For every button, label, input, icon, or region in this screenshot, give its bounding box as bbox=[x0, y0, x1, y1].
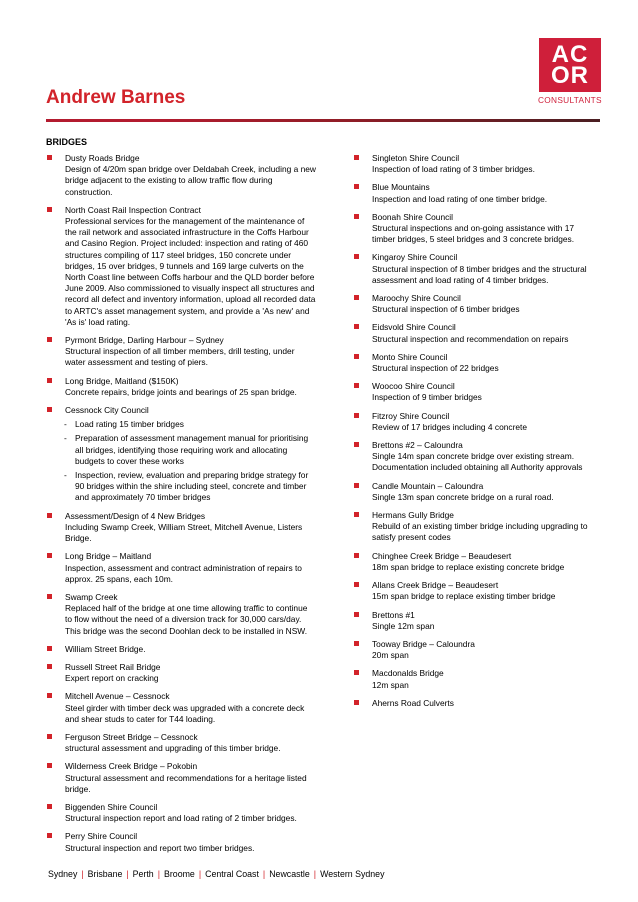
item-description: 20m span bbox=[372, 650, 409, 661]
dash-icon: - bbox=[64, 419, 67, 430]
footer-location: Broome bbox=[164, 869, 195, 879]
sub-list-item bbox=[65, 419, 316, 430]
item-title: Swamp Creek bbox=[65, 591, 118, 602]
item-title: Hermans Gully Bridge bbox=[372, 510, 454, 521]
item-title: Aherns Road Culverts bbox=[372, 697, 454, 708]
item-title: Candle Mountain – Caloundra bbox=[372, 480, 484, 491]
footer-separator: | bbox=[126, 869, 129, 879]
list-item bbox=[353, 580, 593, 602]
section-title: BRIDGES bbox=[46, 137, 88, 147]
item-description: Structural inspection of 6 timber bridges bbox=[372, 304, 520, 315]
bullet-icon bbox=[354, 324, 359, 329]
bullet-icon bbox=[47, 378, 52, 383]
bullet-icon bbox=[47, 833, 52, 838]
item-description: Replaced half of the bridge at one time allowing traffic to continue to flow without the need of a diversion track for 30,000 cars/day. This bridge was the second Doohlan deck to be installed in NSW. bbox=[65, 603, 308, 636]
item-title: Eidsvold Shire Council bbox=[372, 322, 456, 333]
sub-item-text: Inspection, review, evaluation and preparing bridge strategy for 90 bridges within the shire including steel, concrete and timber and approximately 70 timber bridges bbox=[75, 470, 309, 503]
item-title: Macdonalds Bridge bbox=[372, 668, 444, 679]
list-item bbox=[353, 322, 593, 344]
item-description: Steel girder with timber deck was upgraded with a concrete deck and shear studs to cater for T44 loading. bbox=[65, 702, 305, 724]
list-item bbox=[353, 698, 593, 709]
dash-icon: - bbox=[64, 470, 67, 481]
footer-separator: | bbox=[262, 869, 266, 879]
list-item bbox=[353, 411, 593, 433]
bullet-icon bbox=[47, 155, 52, 160]
item-title: Maroochy Shire Council bbox=[372, 293, 461, 304]
item-description: structural assessment and upgrading of this timber bridge. bbox=[65, 743, 281, 754]
bullet-icon bbox=[354, 553, 359, 558]
item-title: Perry Shire Council bbox=[65, 831, 138, 842]
logo-subtitle: CONSULTANTS bbox=[538, 95, 602, 105]
footer-location: Central Coast bbox=[205, 869, 259, 879]
footer-location: Sydney bbox=[48, 869, 78, 879]
item-description: Single 14m span concrete bridge over existing stream. Documentation included obtaining all Authority approvals bbox=[372, 451, 583, 473]
bullet-icon bbox=[47, 337, 52, 342]
list-item bbox=[46, 761, 316, 795]
bullet-icon bbox=[354, 354, 359, 359]
item-title: Boonah Shire Council bbox=[372, 211, 454, 222]
item-title: Blue Mountains bbox=[372, 182, 430, 193]
list-item bbox=[46, 644, 316, 655]
list-item bbox=[353, 551, 593, 573]
bullet-icon bbox=[354, 155, 359, 160]
list-item bbox=[46, 205, 316, 328]
bullet-icon bbox=[354, 512, 359, 517]
item-title: Assessment/Design of 4 New Bridges bbox=[65, 510, 206, 521]
header-rule bbox=[46, 119, 600, 122]
item-title: North Coast Rail Inspection Contract bbox=[65, 204, 201, 215]
list-item bbox=[46, 831, 316, 853]
list-item bbox=[353, 352, 593, 374]
list-item bbox=[46, 153, 316, 198]
item-title: William Street Bridge. bbox=[65, 643, 146, 654]
item-description: Inspection and load rating of one timber bridge. bbox=[372, 193, 548, 204]
item-title: Monto Shire Council bbox=[372, 351, 448, 362]
list-item bbox=[46, 405, 316, 504]
item-description: Structural inspection and recommendation on repairs bbox=[372, 333, 569, 344]
item-description: Design of 4/20m span bridge over Deldabah Creek, including a new bridge adjacent to the existing to allow traffic flow during construction. bbox=[65, 164, 316, 197]
list-item bbox=[353, 610, 593, 632]
dash-icon: - bbox=[64, 433, 67, 444]
footer-locations bbox=[48, 869, 384, 879]
bullet-icon bbox=[354, 442, 359, 447]
list-item bbox=[46, 802, 316, 824]
item-description: 15m span bridge to replace existing timber bridge bbox=[372, 591, 556, 602]
item-title: Allans Creek Bridge – Beaudesert bbox=[372, 580, 499, 591]
list-item bbox=[353, 668, 593, 690]
item-title: Chinghee Creek Bridge – Beaudesert bbox=[372, 550, 512, 561]
item-description: Structural inspections and on-going assistance with 17 timber bridges, 5 steel bridges and 3 concrete bridges. bbox=[372, 223, 575, 245]
list-item bbox=[353, 510, 593, 544]
sub-item-text: Load rating 15 timber bridges bbox=[75, 419, 184, 430]
logo-line-2: OR bbox=[551, 62, 589, 89]
list-item bbox=[353, 381, 593, 403]
bullet-icon bbox=[47, 553, 52, 558]
item-description: Professional services for the management of the maintenance of the rail network and associated infrastructure in the Coffs Harbour and Casino Region. Project included: inspection and rating of 460 structures compiling of 117 steel bridges, 150 concrete under bridges, 15 over bridges, 9 tunnels and 169 large culverts on the North Coast line between Coffs harbour and the QLD border before June 2009. Also commissioned to visually inspect all structures and record all defect and inventory information, upload all recorded data to ARTC's asset management system, and provide a 'As new' and 'As is' load rating. bbox=[65, 216, 316, 327]
item-title: Kingaroy Shire Council bbox=[372, 252, 458, 263]
item-description: Inspection of 9 timber bridges bbox=[372, 392, 482, 403]
list-item bbox=[353, 252, 593, 286]
bullet-icon bbox=[47, 407, 52, 412]
bullet-icon bbox=[47, 594, 52, 599]
sub-list-item bbox=[65, 433, 316, 467]
item-description: Including Swamp Creek, William Street, Mitchell Avenue, Listers Bridge. bbox=[65, 521, 303, 544]
list-item bbox=[46, 662, 316, 684]
item-title: Wilderness Creek Bridge – Pokobin bbox=[65, 761, 198, 772]
footer-separator: | bbox=[313, 869, 317, 879]
bullet-icon bbox=[47, 513, 52, 518]
list-item bbox=[353, 182, 593, 204]
item-description: Structural inspection of 22 bridges bbox=[372, 363, 499, 374]
bullet-icon bbox=[47, 763, 52, 768]
bullet-icon bbox=[354, 254, 359, 259]
bullet-icon bbox=[354, 670, 359, 675]
list-item bbox=[46, 592, 316, 637]
footer-location: Perth bbox=[132, 869, 154, 879]
right-column bbox=[353, 153, 593, 716]
item-title: Cessnock City Council bbox=[65, 405, 149, 416]
company-logo bbox=[539, 38, 601, 92]
item-description: Structural inspection report and load rating of 2 timber bridges. bbox=[65, 813, 297, 824]
item-description: Rebuild of an existing timber bridge including upgrading to satisfy present codes bbox=[372, 521, 588, 543]
bullet-icon bbox=[354, 383, 359, 388]
item-description: Structural assessment and recommendations for a heritage listed bridge. bbox=[65, 772, 307, 794]
item-description: Review of 17 bridges including 4 concrete bbox=[372, 421, 528, 432]
item-title: Fitzroy Shire Council bbox=[372, 410, 450, 421]
bullet-icon bbox=[354, 184, 359, 189]
sub-item-text: Preparation of assessment management manual for prioritising all bridges, identifying those requiring work and allocating budgets to cover these works bbox=[75, 433, 309, 466]
item-description: Structural inspection of all timber members, drill testing, under water assessment and testing of piers. bbox=[65, 346, 295, 368]
list-item bbox=[353, 639, 593, 661]
item-description: Structural inspection and report two timber bridges. bbox=[65, 842, 255, 853]
item-title: Pyrmont Bridge, Darling Harbour – Sydney bbox=[65, 335, 224, 346]
bullet-icon bbox=[354, 641, 359, 646]
item-title: Tooway Bridge – Caloundra bbox=[372, 638, 475, 649]
footer-location: Brisbane bbox=[87, 869, 123, 879]
list-item bbox=[46, 335, 316, 369]
item-title: Woocoo Shire Council bbox=[372, 381, 455, 392]
footer-separator: | bbox=[81, 869, 84, 879]
item-title: Brettons #1 bbox=[372, 609, 415, 620]
footer-location: Newcastle bbox=[269, 869, 310, 879]
item-description: Inspection, assessment and contract administration of repairs to approx. 25 spans, each 10m. bbox=[65, 562, 302, 584]
bullet-icon bbox=[354, 214, 359, 219]
person-name: Andrew Barnes bbox=[46, 87, 186, 108]
list-item bbox=[353, 481, 593, 503]
item-title: Biggenden Shire Council bbox=[65, 801, 158, 812]
bullet-icon bbox=[47, 207, 52, 212]
bullet-icon bbox=[47, 693, 52, 698]
footer-separator: | bbox=[198, 869, 202, 879]
list-item bbox=[353, 153, 593, 175]
item-description: Structural inspection of 8 timber bridges and the structural assessment and load rating of 4 timber bridges. bbox=[372, 263, 587, 285]
sub-list-item bbox=[65, 470, 316, 504]
bullet-icon bbox=[354, 295, 359, 300]
item-description: Single 13m span concrete bridge on a rural road. bbox=[372, 491, 554, 502]
item-title: Dusty Roads Bridge bbox=[65, 153, 140, 163]
list-item bbox=[353, 293, 593, 315]
item-description: Expert report on cracking bbox=[65, 673, 159, 684]
item-title: Long Bridge – Maitland bbox=[65, 551, 152, 562]
sub-list bbox=[65, 419, 316, 503]
list-item bbox=[46, 551, 316, 585]
list-item bbox=[46, 376, 316, 398]
list-item bbox=[353, 212, 593, 246]
item-title: Singleton Shire Council bbox=[372, 153, 460, 163]
bullet-icon bbox=[354, 700, 359, 705]
bullet-icon bbox=[47, 734, 52, 739]
item-description: 12m span bbox=[372, 679, 409, 690]
item-description: Inspection of load rating of 3 timber bridges. bbox=[372, 164, 535, 175]
bullet-icon bbox=[354, 582, 359, 587]
item-title: Mitchell Avenue – Cessnock bbox=[65, 691, 170, 702]
bullet-icon bbox=[47, 804, 52, 809]
footer-location: Western Sydney bbox=[320, 869, 385, 879]
footer-separator: | bbox=[157, 869, 160, 879]
item-title: Russell Street Rail Bridge bbox=[65, 661, 161, 672]
bullet-icon bbox=[47, 646, 52, 651]
list-item bbox=[46, 732, 316, 754]
list-item bbox=[46, 691, 316, 725]
item-description: Single 12m span bbox=[372, 620, 435, 631]
logo-line-1: AC bbox=[551, 41, 589, 68]
item-title: Long Bridge, Maitland ($150K) bbox=[65, 375, 179, 386]
bullet-icon bbox=[354, 612, 359, 617]
list-item bbox=[46, 511, 316, 545]
item-title: Brettons #2 – Caloundra bbox=[372, 440, 463, 451]
left-column bbox=[46, 153, 316, 861]
bullet-icon bbox=[47, 664, 52, 669]
item-description: Concrete repairs, bridge joints and bearings of 25 span bridge. bbox=[65, 386, 297, 397]
item-description: 18m span bridge to replace existing concrete bridge bbox=[372, 561, 565, 572]
item-title: Ferguson Street Bridge – Cessnock bbox=[65, 731, 198, 742]
list-item bbox=[353, 440, 593, 474]
bullet-icon bbox=[354, 483, 359, 488]
bullet-icon bbox=[354, 413, 359, 418]
